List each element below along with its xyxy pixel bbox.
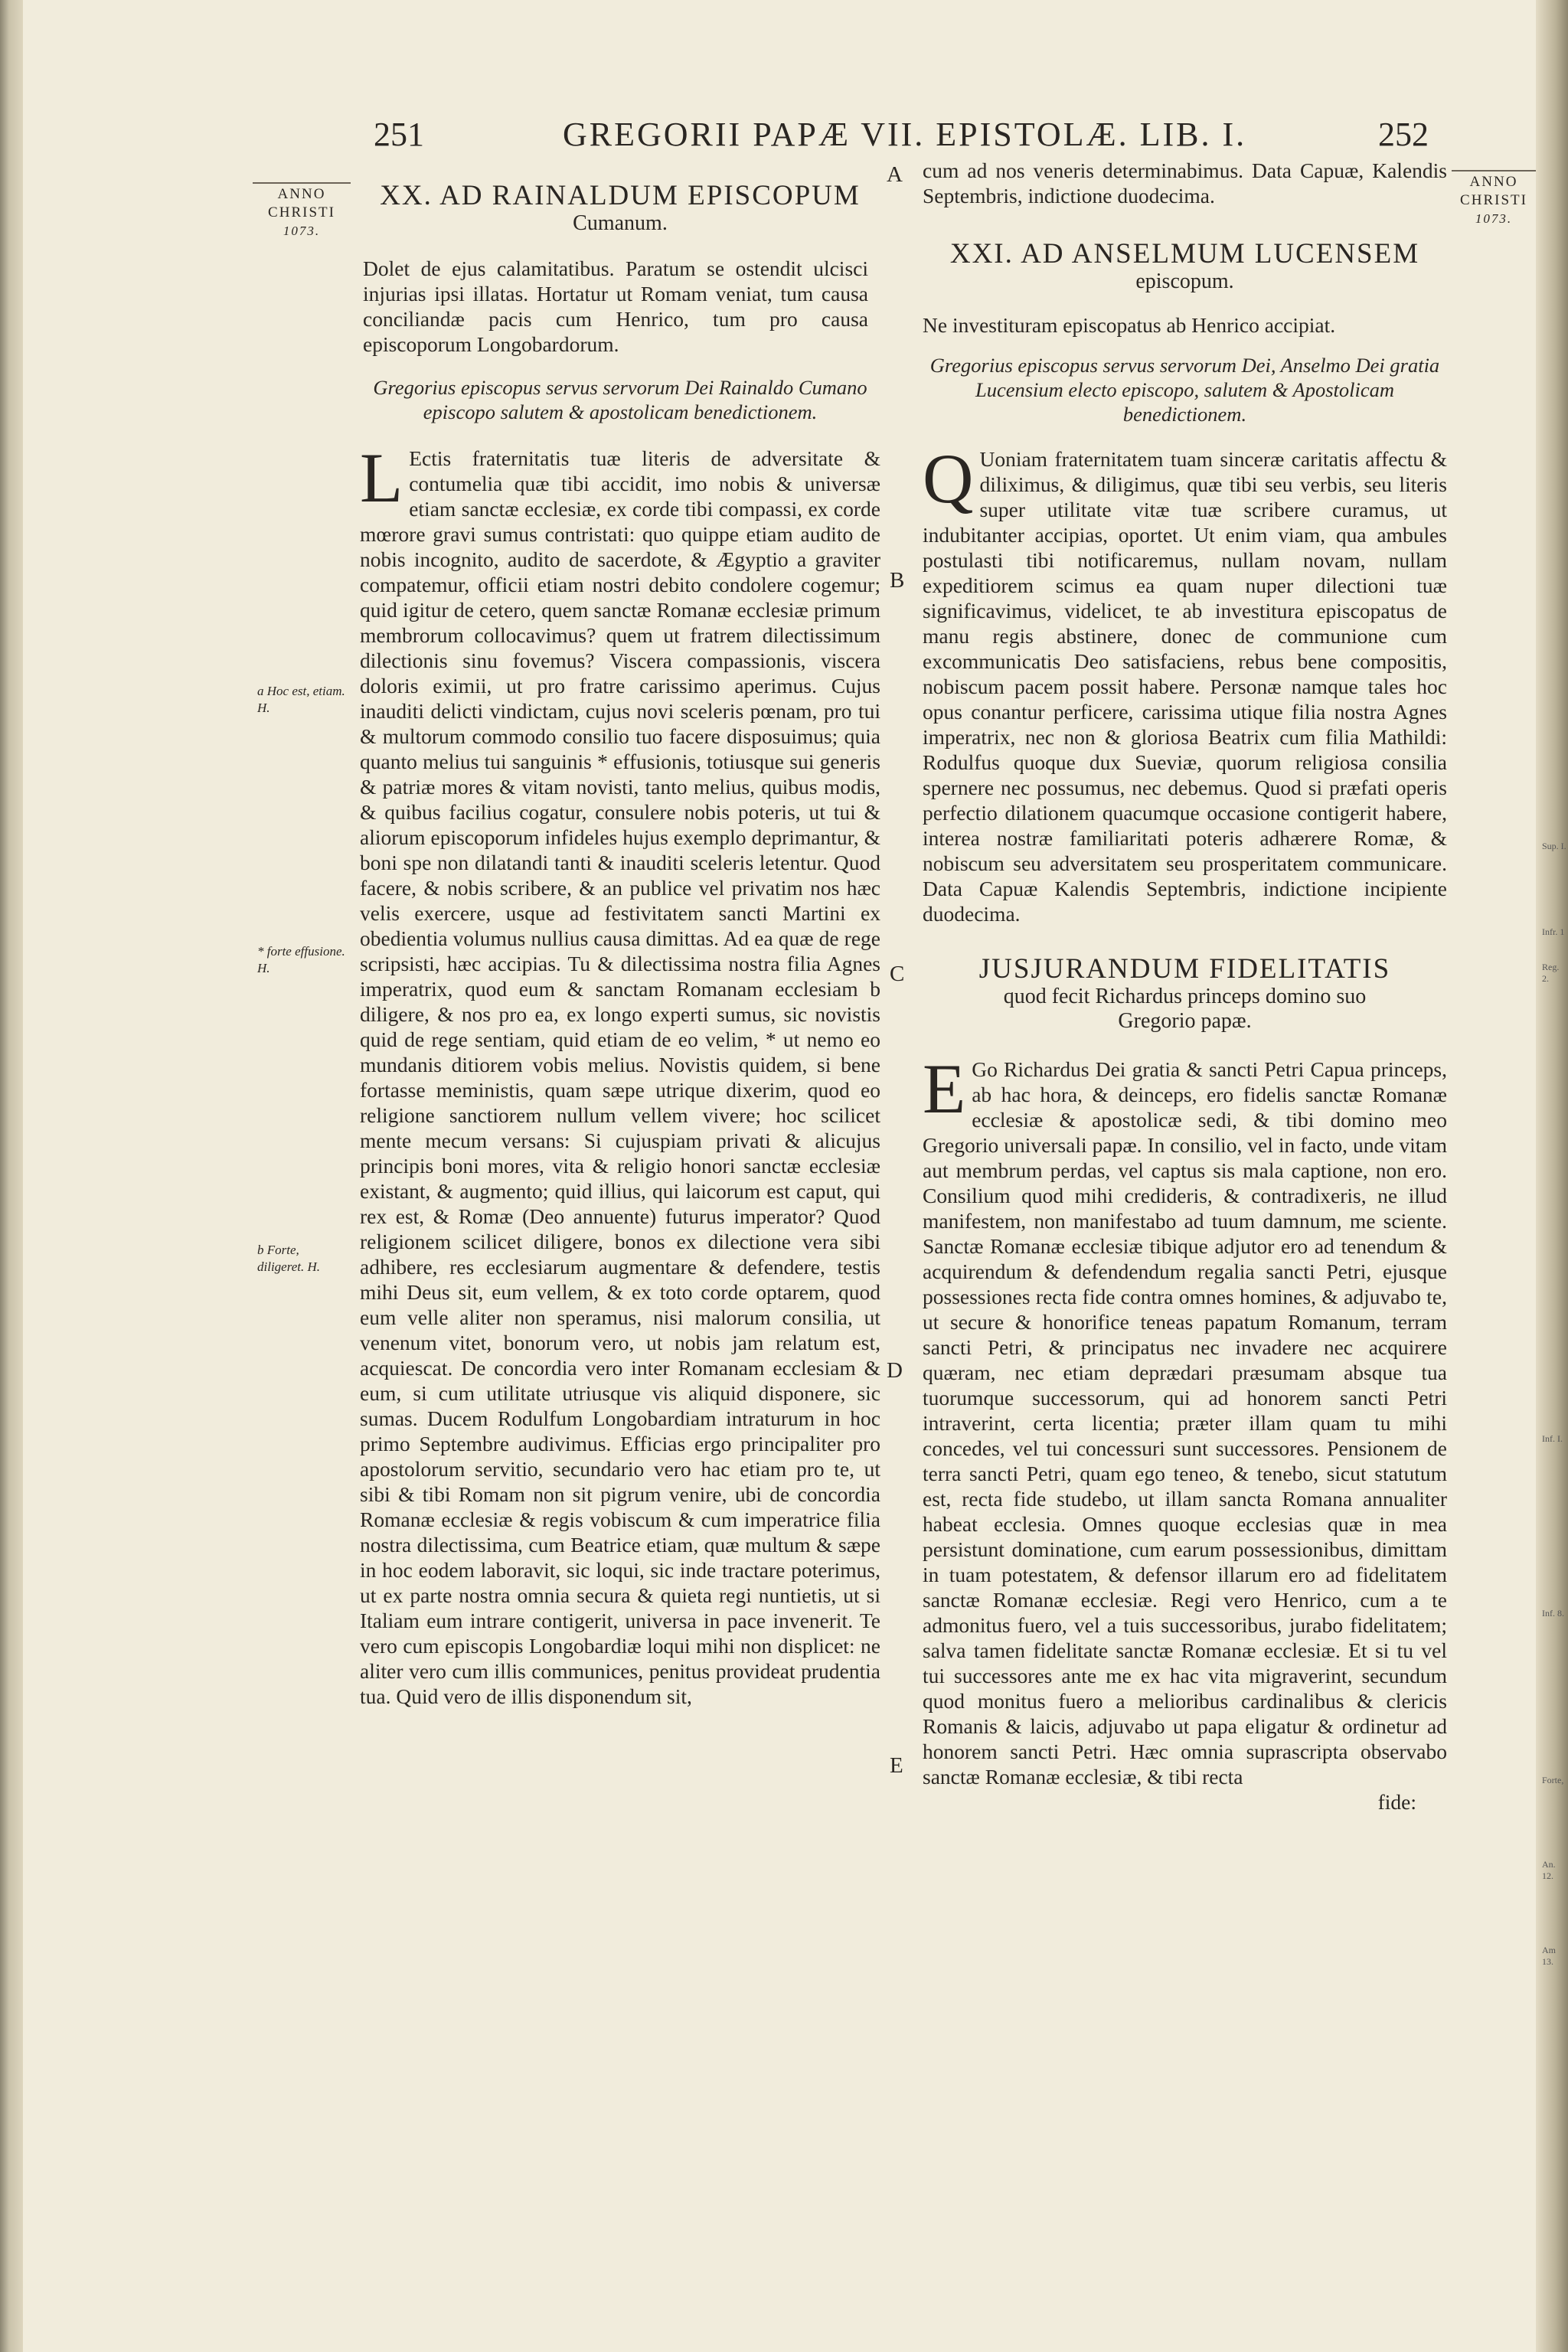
edge-note: Inf. 8.	[1542, 1608, 1564, 1619]
margin-note: a Hoc est, etiam. H.	[257, 684, 345, 715]
letter-body	[923, 439, 1447, 926]
drop-cap: E	[923, 1050, 966, 1128]
page-number-left: 251	[374, 116, 424, 153]
book-fore-edge-right	[1536, 0, 1568, 2352]
edge-note: Reg. 2.	[1542, 962, 1560, 984]
letter-body-text: Ectis fraternitatis tuæ literis de adversitate & contumelia quæ tibi accidit, imo nobis & universæ etiam sanctæ ecclesiæ, ex corde tibi compassi, ex corde mœrore gravi sumus contristati: quo quippe etiam audito de nobis incognito, audito de sacerdote, & Ægyptio a graviter compatemur, officii etiam nostri debito condolere cogemur; quid igitur de cetero, quem sanctæ Romanæ ecclesiæ primum membrorum collocavimus? quem ut fratrem dilectissimum dilectionis sinu fovemus? Viscera compassionis, viscera doloris eximii, ut pro fratre carissimo aperimus. Cujus inauditi delicti vindictam, cujus novi sceleris pœnam, pro tui & multorum commodo consilio tuo facere disposuimus; quia quanto melius tui sanguinis * effusionis, totiusque sui generis & patriæ mores & vitam novisti, tanto melius, quibus modis, & quibus facilius cogatur, consulere nobis poteris, ut tui & aliorum episcoporum infideles hujus exemplo deprimantur, & boni spe non dilatandi tanti & inauditi sceleris letentur. Quod facere, & nobis scribere, & an publice vel privatim nos hæc velis exercere, usque ad festivitatem sancti Martini ex obedientia volumus nullius causa dimittas. Ad ea quæ de rege scripsisti, hæc accipias. Tu & dilectissima nostra filia Agnes imperatrix, quod eum & sanctam Romanam ecclesiam b diligere, & nos pro ea, ex longo experti sumus, sic novistis quid de rege sentiam, quid etiam de eo velim, * ut nemo eo mundanis ditiorem vobis melius. Novistis quidem, si bene fortasse meministis, quam sæpe utrique dixerim, quod eo religione sanctiorem nullum vellem vivere; hoc scilicet mente mecum versans: Si cujuspiam privati & alicujus principis boni mores, vita & religio honori sanctæ ecclesiæ existant, & augmento; quid illius, qui laicorum est caput, qui rex est, & Romæ (Deo annuente) futurus imperator? Quod religionem scilicet diligere, bonos ex dilectione vera sibi adhibere, res ecclesiarum augmentare & defendere, testis mihi Deus sit, eum vellem, & ex toto corde optarem, quod eum velle aliter non speramus, nisi malorum consilia, ut venenum vitet, bonorum vero, ut nobis jam relatum est, acquiescat. De concordia vero inter Romanam ecclesiam & eum, si cum utilitate utriusque vis aliquid disponere, sic sumas. Ducem Rodulfum Longobardiam intraturum in hoc primo Septembre audivimus. Efficias ergo principaliter pro apostolorum servitio, secundario vero hac etiam pro te, ut sibi & tibi Romam non sit pigrum venire, ubi de concordia Romanæ ecclesiæ & regis vobiscum & cum imperatrice filia nostra dilectissima, cum Beatrice etiam, quæ multum & sæpe in hoc eodem laboravit, sic loqui, sic inde tractare poterimus, ut ex parte nostra omnia secura & quieta regi nuntietis, ut si Italiam eum intrare contigerit, universa in pace invenerit. Te vero cum episcopis Longobardiæ loqui mihi non displicet: ne aliter vero cum illis communices, penitus provideat prudentia tua. Quid vero de illis disponendum sit,	[360, 446, 880, 1708]
oath-body-text: Go Richardus Dei gratia & sancti Petri Capua princeps, ab hac hora, & deinceps, ero fidelis sanctæ Romanæ ecclesiæ & apostolicæ sedi, & tibi domino meo Gregorio universali papæ. In consilio, vel in facto, unde vitam aut membrum perdas, vel captus sis mala captione, non ero. Consilium quod mihi credideris, & contradixeris, ne illud manifestem, non manifestabo ad tuum damnum, me sciente. Sanctæ Romanæ ecclesiæ tibique adjutor ero ad tenendum & acquirendum & defendendum regalia sancti Petri, ejusque possessiones recta fide contra omnes homines, & adjuvabo te, ut secure & honorifice teneas papatum Romanum, terram sancti Petri, & principatus nec invadere nec acquirere quæram, nec etiam deprædari præsumam absque tua tuorumque successorum, qui ad honorem sancti Petri intraverint, certa licentia; præter illam quam tu mihi concedes, vel tui concessuri sunt successores. Pensionem de terra sancti Petri, quam ego teneo, & tenebo, sicut statutum est, recta fide studebo, ut illam sancta Romana annualiter habeat ecclesia. Omnes quoque ecclesias quæ in mea persistunt dominatione, cum earum possessionibus, dimittam in tuam potestatem, & defensor illarum ero ad fidelitatem sanctæ Romanæ ecclesiæ. Regi vero Henrico, cum a te admonitus fuero, vel a tuis successoribus, jurabo fidelitatem; salva tamen fidelitate sanctæ Romanæ ecclesiæ. Et si tu vel tui successores ante me ex hac vita migraverint, secundum quod monitus fuero a melioribus cardinalibus & clericis Romanis & laicis, adjuvabo ut papa eligatur & ordinetur ad honorem sancti Petri. Hæc omnia suprascripta observabo sanctæ Romanæ ecclesiæ, & tibi recta	[923, 1057, 1447, 1788]
edge-note: An. 12.	[1542, 1859, 1556, 1881]
section-letter-a: A	[887, 162, 903, 187]
letter-salutation: Gregorius episcopus servus servorum Dei, Anselmo Dei gratia Lucensium electo episcopo, salutem & Apostolicam benedictionem.	[929, 354, 1440, 426]
letter-continuation: cum ad nos veneris determinabimus. Data Capuæ, Kalendis Septembris, indictione duodecima.	[923, 158, 1447, 207]
edge-note: Infr. 1	[1542, 926, 1565, 937]
anno-label: ANNO	[1469, 174, 1518, 190]
book-fore-edge-left	[0, 0, 23, 2352]
letter-summary: Dolet de ejus calamitatibus. Paratum se ostendit ulcisci injurias ipsi illatas. Hortatur ut Romam veniat, tum causa conciliandæ pacis cum Henrico, tum pro causa episcoporum Longobardorum.	[363, 256, 868, 356]
christi-label: CHRISTI	[1460, 192, 1527, 208]
section-letter-b: B	[890, 568, 905, 593]
anno-year: 1073.	[1475, 211, 1513, 226]
oath-title: JUSJURANDUM FIDELITATIS	[978, 953, 1391, 985]
christi-label: CHRISTI	[268, 204, 335, 220]
letter-body-text: Uoniam fraternitatem tuam sinceræ caritatis affectu & diliximus, & diligimus, quæ tibi seu verbis, seu literis super utilitate vitæ tuæ scribere curamus, ut indubitanter accipias, oportet. Ut enim viam, qua ambules postulasti tibi notificaremus, nullam novam, nullam expeditiorem scimus ea quam nuper dilectioni tuæ significavimus, videlicet, te ab investitura episcopatus de manu regis abstinere, donec de communione cum excommunicatis Deo satisfaciens, rebus bene compositis, nobiscum pacem possit habere. Personæ namque tales hoc opus conantur perficere, carissima utique filia nostra Agnes imperatrix, nec non & gloriosa Beatrix cum filia Mathildi: Rodulfus quoque dux Sueviæ, quorum religiosa consilia spernere nec possumus, nec debemus. Quod si præfati operis perfectio dilationem quacumque occasione contigerit habere, interea nostræ familiaritati poteris adhærere Romæ, & nobiscum seu adversitatem seu prosperitatem communicare. Data Capuæ Kalendis Septembris, indictione incipiente duodecima.	[923, 447, 1447, 926]
drop-cap: L	[360, 439, 403, 517]
margin-note: b Forte, diligeret. H.	[257, 1243, 320, 1274]
edge-note: Forte,	[1542, 1775, 1564, 1785]
edge-note: Am 13.	[1542, 1945, 1556, 1967]
edge-note: Sup. I.	[1542, 841, 1566, 851]
catchword: fide:	[1377, 1790, 1416, 1814]
anno-year: 1073.	[283, 224, 321, 238]
oath-body	[923, 1050, 1447, 1789]
section-letter-d: D	[887, 1358, 903, 1383]
letter-summary: Ne investituram episcopatus ab Henrico accipiat.	[923, 313, 1336, 337]
right-column	[923, 158, 1447, 1815]
left-column	[360, 181, 880, 1709]
oath-subtitle: quod fecit Richardus princeps domino suo Gregorio papæ.	[1003, 985, 1367, 1033]
running-head: GREGORII PAPÆ VII. EPISTOLÆ. LIB. I.	[563, 116, 1247, 153]
letter-title: XX. AD RAINALDUM EPISCOPUM	[380, 180, 861, 211]
anno-christi-right	[1452, 170, 1536, 228]
letter-body	[360, 439, 880, 1709]
letter-subtitle: Cumanum.	[573, 211, 668, 235]
page-number-right: 252	[1378, 116, 1429, 153]
anno-christi-left	[253, 182, 351, 240]
letter-title: XXI. AD ANSELMUM LUCENSEM	[949, 238, 1420, 270]
drop-cap: Q	[923, 439, 974, 518]
edge-note: Inf. I.	[1542, 1433, 1563, 1444]
margin-note: * forte effusione. H.	[257, 944, 345, 975]
letter-subtitle: episcopum.	[1135, 270, 1234, 293]
letter-salutation: Gregorius episcopus servus servorum Dei Rainaldo Cumano episcopo salutem & apostolicam benedictionem.	[373, 376, 867, 423]
section-letter-e: E	[890, 1753, 903, 1778]
anno-label: ANNO	[277, 186, 326, 202]
section-letter-c: C	[890, 962, 905, 986]
